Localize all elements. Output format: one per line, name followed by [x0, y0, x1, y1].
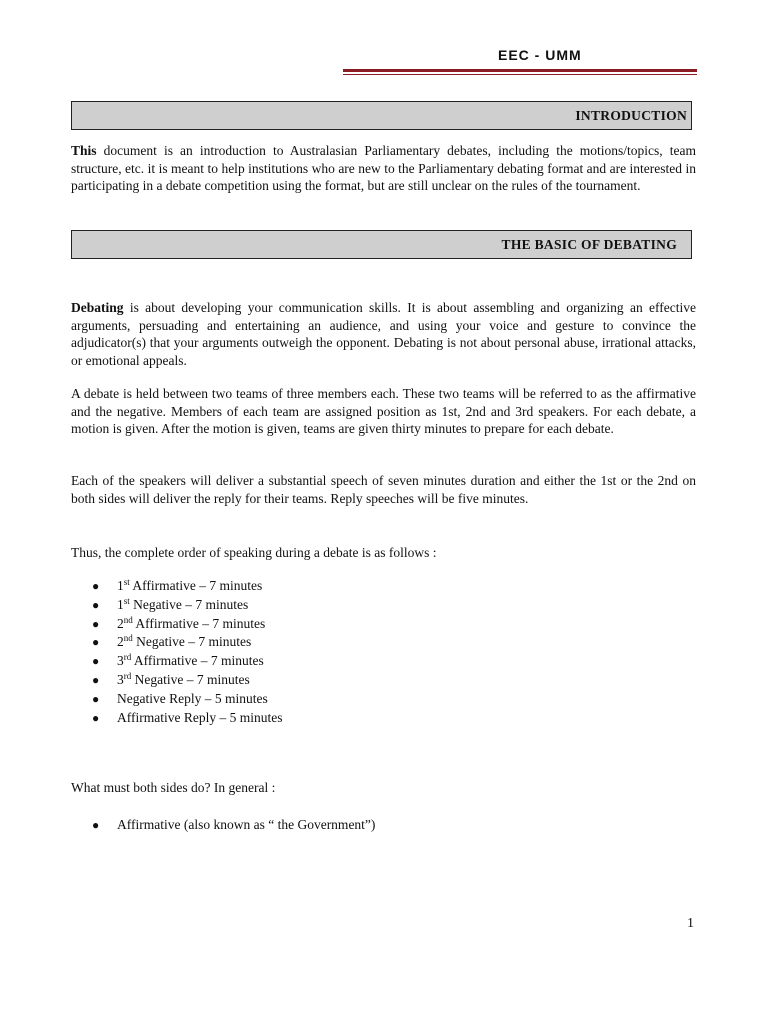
list-item: ● 1st Affirmative – 7 minutes: [71, 577, 696, 596]
bullet-icon: ●: [92, 818, 100, 832]
speeches-paragraph: Each of the speakers will deliver a substantial speech of seven minutes duration and either the 1st or the 2nd on both sides will deliver the reply for their teams. Reply speeches will be five minutes.: [71, 473, 696, 506]
bullet-icon: ●: [92, 616, 100, 631]
header-rule-thick: [343, 69, 697, 72]
both-sides-paragraph: What must both sides do? In general :: [71, 780, 276, 795]
intro-lead-word: This: [71, 143, 97, 158]
debating-lead-word: Debating: [71, 300, 124, 315]
bullet-icon: ●: [92, 654, 100, 669]
bullet-icon: ●: [92, 635, 100, 650]
speaking-order-list: [71, 577, 696, 727]
list-item: ● Affirmative Reply – 5 minutes: [71, 709, 696, 728]
header-rule-thin: [343, 74, 697, 75]
list-item: ● Affirmative (also known as “ the Government”): [71, 816, 696, 835]
intro-paragraph: [71, 142, 696, 195]
intro-text: document is an introduction to Australasian Parliamentary debates, including the motions/topics, team structure, etc. it is meant to help institutions who are new to the Parliamentary debating format and are interested in participating in a debate competition using the format, but are still unclear on the rules of the tournament.: [71, 143, 696, 193]
list-item: ● 3rd Negative – 7 minutes: [71, 671, 696, 690]
list-item: ● 2nd Negative – 7 minutes: [71, 633, 696, 652]
list-item: ● Negative Reply – 5 minutes: [71, 690, 696, 709]
list-item: ● 1st Negative – 7 minutes: [71, 596, 696, 615]
section-heading-basic-of-debating: THE BASIC OF DEBATING: [71, 230, 692, 259]
bullet-icon: ●: [92, 710, 100, 725]
order-intro-paragraph: Thus, the complete order of speaking during a debate is as follows :: [71, 545, 437, 560]
sides-list: [71, 816, 696, 835]
bullet-icon: ●: [92, 672, 100, 687]
section-heading-introduction: INTRODUCTION: [71, 101, 692, 130]
list-item: ● 3rd Affirmative – 7 minutes: [71, 652, 696, 671]
debating-text: is about developing your communication skills. It is about assembling and organizing an effective arguments, persuading and entertaining an audience, and using your voice and gesture to convince the adjudicator(s) that your arguments outweigh the opponent. Debating is not about personal abuse, irrational attacks, or emotional appeals.: [71, 300, 696, 368]
list-item: ● 2nd Affirmative – 7 minutes: [71, 615, 696, 634]
page-number: 1: [687, 916, 694, 931]
teams-paragraph: A debate is held between two teams of three members each. These two teams will be referred to as the affirmative and the negative. Members of each team are assigned position as 1st, 2nd and 3rd speakers. For each debate, a motion is given. After the motion is given, teams are given thirty minutes to prepare for each debate.: [71, 386, 696, 436]
bullet-icon: ●: [92, 691, 100, 706]
debating-paragraph: [71, 299, 696, 369]
header-title: EEC - UMM: [498, 47, 582, 63]
bullet-icon: ●: [92, 579, 100, 593]
bullet-icon: ●: [92, 597, 100, 612]
